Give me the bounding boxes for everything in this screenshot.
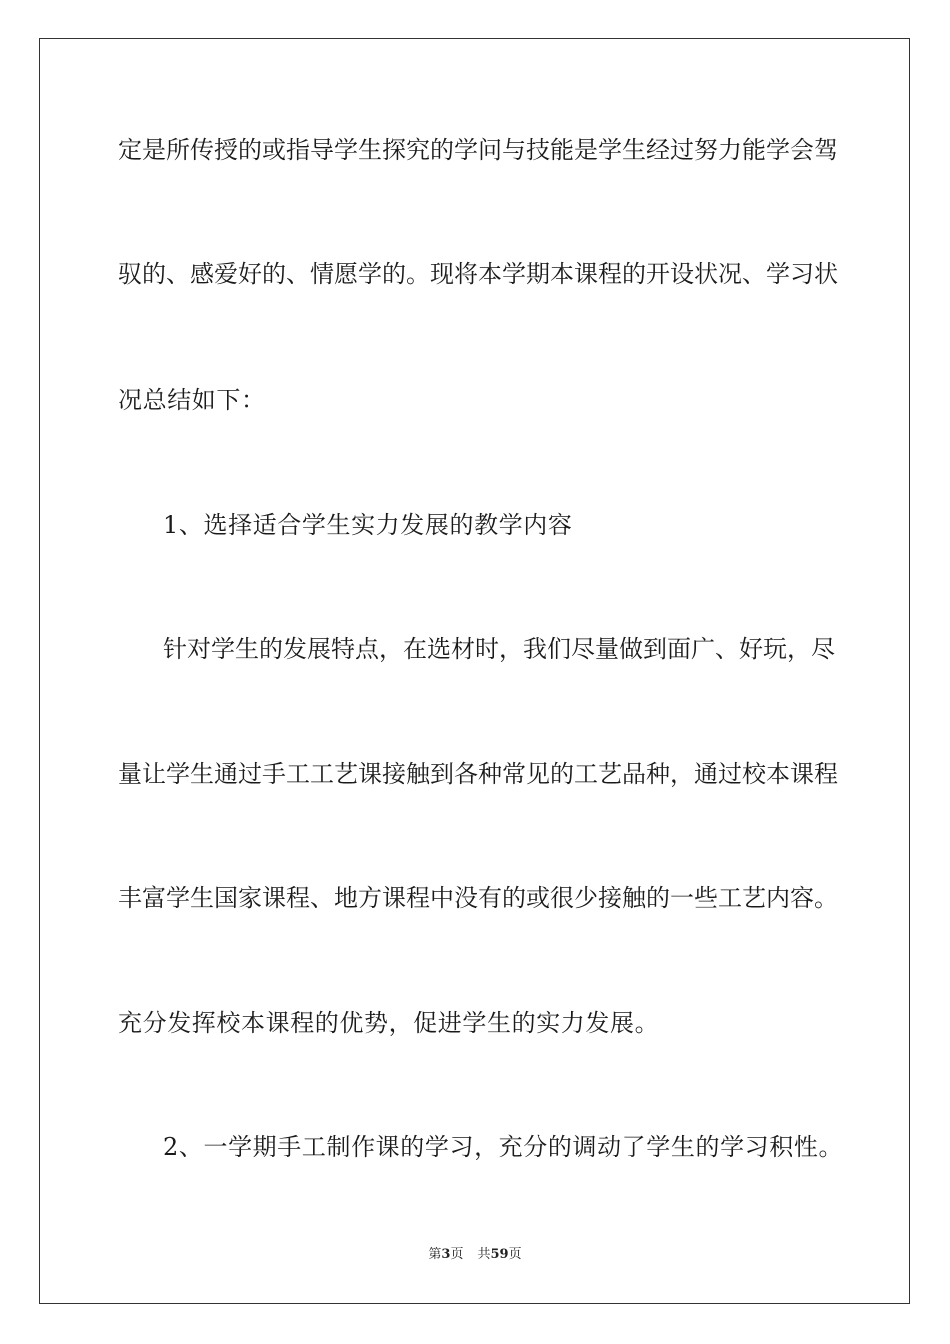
total-suffix: 页 <box>508 1247 522 1262</box>
body-text-line: 充分发挥校本课程的优势，促进学生的实力发展。 <box>118 1009 660 1037</box>
body-text-line: 况总结如下： <box>118 386 266 414</box>
body-text-line: 定是所传授的或指导学生探究的学问与技能是学生经过努力能学会驾 <box>118 136 838 164</box>
section-heading: 2、一学期手工制作课的学习，充分的调动了学生的学习积性。 <box>163 1133 844 1161</box>
page-prefix: 第 <box>428 1247 442 1262</box>
body-text-line: 量让学生通过手工工艺课接触到各种常见的工艺品种，通过校本课程 <box>118 760 838 788</box>
page-suffix: 页 <box>450 1247 464 1262</box>
page-footer <box>0 1246 950 1264</box>
total-prefix: 共 <box>477 1247 491 1262</box>
total-pages: 59 <box>490 1247 509 1262</box>
page-frame <box>39 38 910 1304</box>
section-heading: 1、选择适合学生实力发展的教学内容 <box>163 511 573 539</box>
body-text-line: 驭的、感爱好的、情愿学的。现将本学期本课程的开设状况、学习状 <box>118 260 838 288</box>
body-text-line: 针对学生的发展特点，在选材时，我们尽量做到面广、好玩，尽 <box>163 635 835 663</box>
page-number: 3 <box>441 1247 451 1262</box>
body-text-line: 丰富学生国家课程、地方课程中没有的或很少接触的一些工艺内容。 <box>118 884 838 912</box>
